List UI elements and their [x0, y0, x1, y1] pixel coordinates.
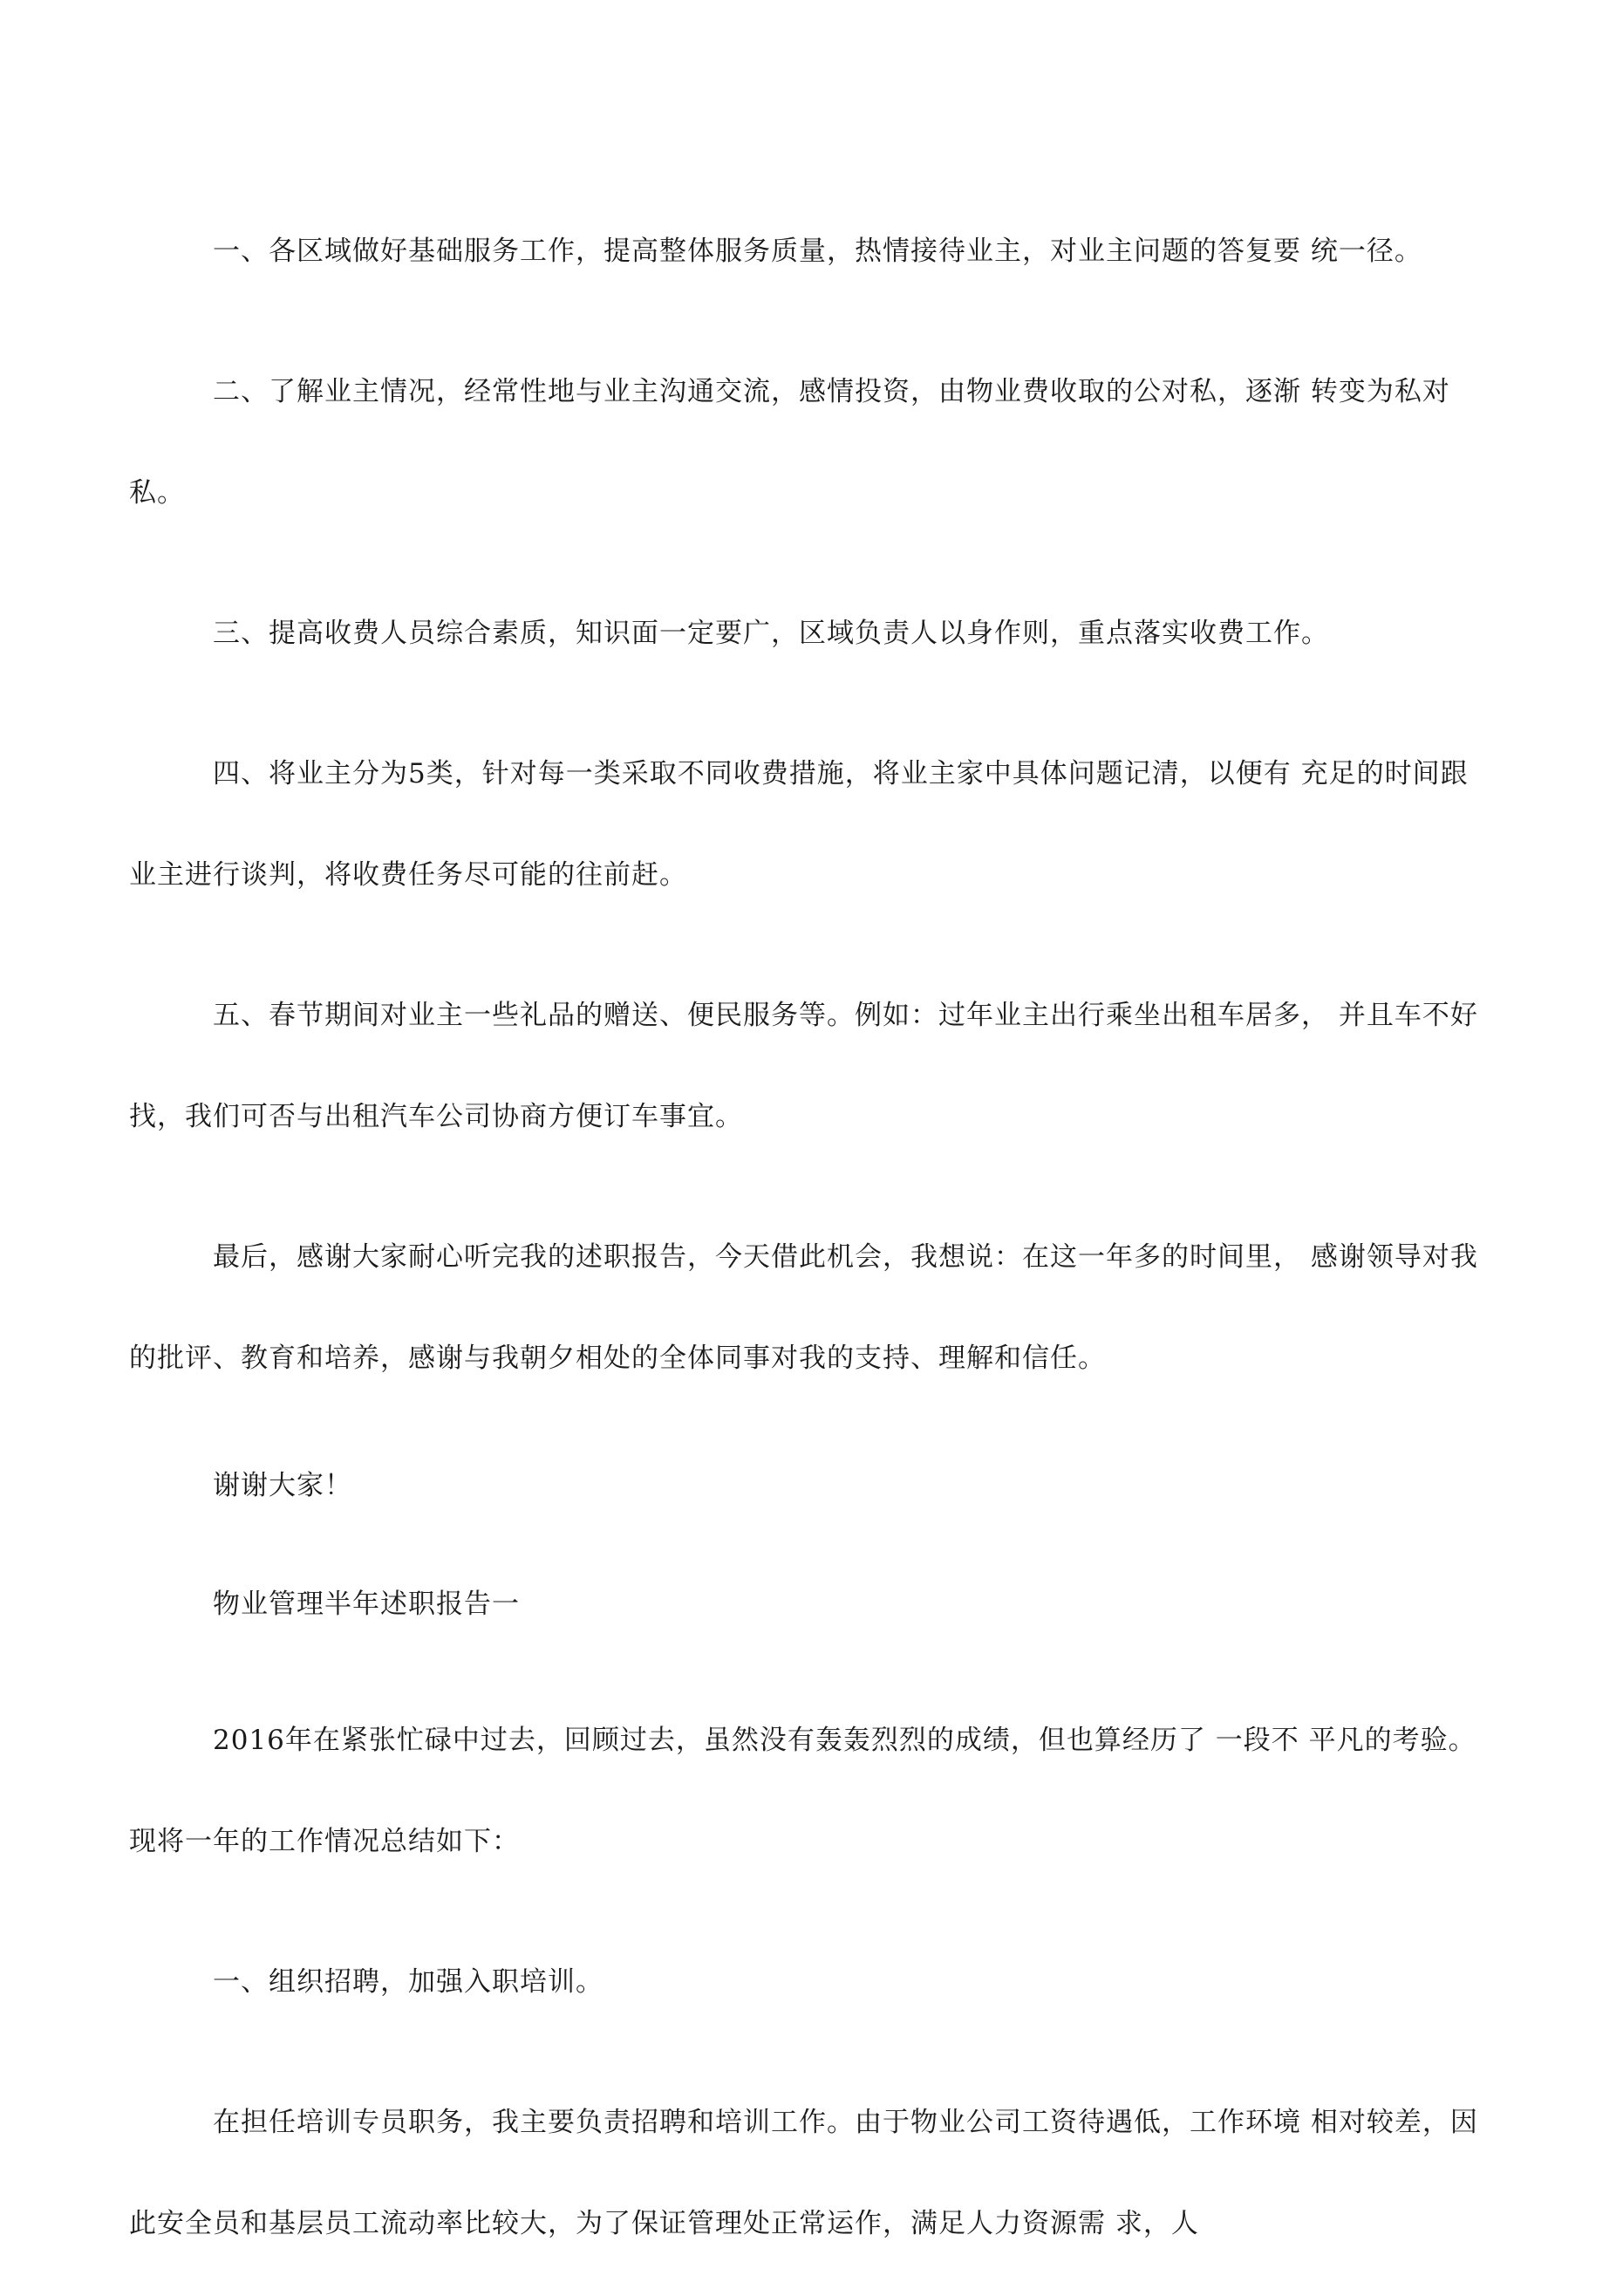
- paragraph-7: 2016年在紧张忙碌中过去，回顾过去，虽然没有轰轰烈烈的成绩，但也算经历了 一段不 平凡的考验。现将一年的工作情况总结如下：: [129, 1725, 1476, 1857]
- closing-thanks: 谢谢大家！: [213, 1470, 352, 1501]
- section-title: 物业管理半年述职报告一: [213, 1589, 520, 1620]
- paragraph-2: 二、了解业主情况，经常性地与业主沟通交流，感情投资，由物业费收取的公对私，逐渐 转变为私对私。: [129, 376, 1450, 509]
- document-body: [129, 201, 1490, 2274]
- paragraph-5: 五、春节期间对业主一些礼品的赠送、便民服务等。例如：过年业主出行乘坐出租车居多， 并且车不好找，我们可否与出租汽车公司协商方便订车事宜。: [129, 1000, 1478, 1132]
- paragraph-8: 一、组织招聘，加强入职培训。: [213, 1966, 604, 1998]
- paragraph-4: 四、将业主分为5类，针对每一类采取不同收费措施，将业主家中具体问题记清，以便有 充足的时间跟业主进行谈判，将收费任务尽可能的往前赶。: [129, 758, 1469, 891]
- paragraph-1: 一、各区域做好基础服务工作，提高整体服务质量，热情接待业主，对业主问题的答复要 统一径。: [213, 236, 1422, 267]
- paragraph-3: 三、提高收费人员综合素质，知识面一定要广，区域负责人以身作则，重点落实收费工作。: [213, 618, 1329, 649]
- paragraph-6: 最后，感谢大家耐心听完我的述职报告，今天借此机会，我想说：在这一年多的时间里， 感谢领导对我的批评、教育和培养，感谢与我朝夕相处的全体同事对我的支持、理解和信任。: [129, 1241, 1478, 1374]
- paragraph-9: 在担任培训专员职务，我主要负责招聘和培训工作。由于物业公司工资待遇低，工作环境 相对较差，因此安全员和基层员工流动率比较大，为了保证管理处正常运作，满足人力资源需 求，人: [129, 2107, 1478, 2239]
